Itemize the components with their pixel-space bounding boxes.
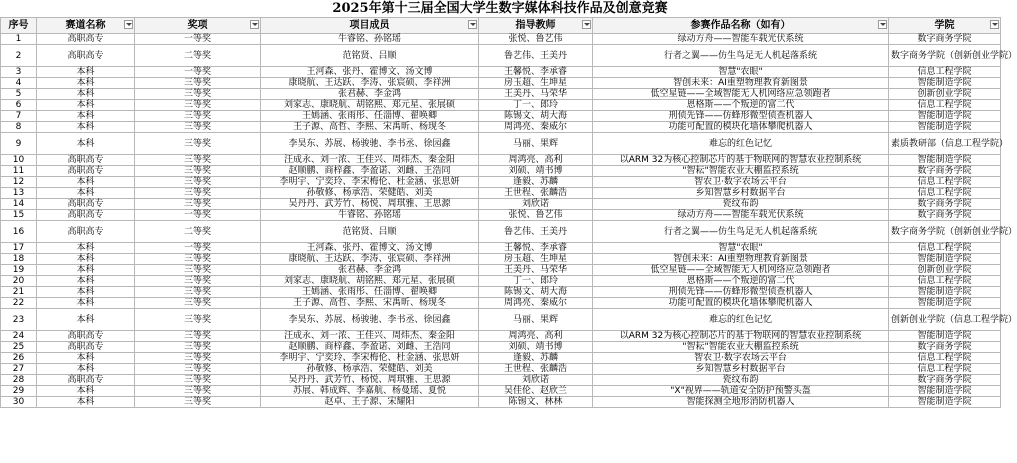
cell-work[interactable]: 刑侦先锋——仿蜂形微型侦查机器人 xyxy=(593,287,889,298)
cell-advisor[interactable]: 周鸿亮、高利 xyxy=(479,155,593,166)
cell-college[interactable]: 数字商务学院 xyxy=(889,375,1001,386)
cell-advisor[interactable]: 王美丹、马荣华 xyxy=(479,265,593,276)
cell-members[interactable]: 王子源、高哲、李熙、宋禹昕、杨现冬 xyxy=(261,122,479,133)
filter-dropdown-icon[interactable] xyxy=(582,20,591,29)
cell-award[interactable]: 三等奖 xyxy=(135,199,261,210)
cell-work[interactable]: 以ARM 32为核心控制芯片的基于物联网的智慧农业控制系统 xyxy=(593,331,889,342)
cell-award[interactable]: 三等奖 xyxy=(135,166,261,177)
cell-advisor[interactable]: 刘硕、靖书博 xyxy=(479,166,593,177)
table-row xyxy=(1,67,1001,78)
cell-advisor[interactable]: 刘欣诺 xyxy=(479,199,593,210)
table-row xyxy=(1,177,1001,188)
table-row xyxy=(1,375,1001,386)
cell-members[interactable]: 范铭贤、吕顺 xyxy=(261,221,479,243)
cell-college[interactable]: 信息工程学院 xyxy=(889,188,1001,199)
header-award: 奖项 xyxy=(135,18,261,34)
cell-members[interactable]: 王嫣涵、张雨彤、任淄博、翟唤卿 xyxy=(261,111,479,122)
sheet-title: 2025年第十三届全国大学生数字媒体科技作品及创意竞赛 xyxy=(0,0,1000,18)
table-row xyxy=(1,298,1001,309)
cell-members[interactable]: 汪成永、刘一浓、王佳兴、周炜杰、秦金阳 xyxy=(261,331,479,342)
cell-track[interactable]: 高职高专 xyxy=(37,199,135,210)
cell-index[interactable]: 9 xyxy=(1,133,37,155)
cell-college[interactable]: 数字商务学院 xyxy=(889,166,1001,177)
cell-advisor[interactable]: 刘欣诺 xyxy=(479,375,593,386)
cell-index[interactable]: 16 xyxy=(1,221,37,243)
cell-work[interactable]: 功能可配置的模块化墙体攀爬机器人 xyxy=(593,122,889,133)
cell-members[interactable]: 李昊东、苏展、杨骏驰、李书丞、徐园鑫 xyxy=(261,133,479,155)
cell-members[interactable]: 刘家志、康晓航、胡铭熙、郑元星、张展硕 xyxy=(261,100,479,111)
cell-advisor[interactable]: 陈锡文、林林 xyxy=(479,397,593,408)
cell-college[interactable]: 创新创业学院 xyxy=(889,265,1001,276)
table-row xyxy=(1,353,1001,364)
filter-dropdown-icon[interactable] xyxy=(250,20,259,29)
cell-work[interactable]: "X"视界——轨道安全防护预警头盔 xyxy=(593,386,889,397)
cell-index[interactable]: 3 xyxy=(1,67,37,78)
cell-members[interactable]: 康晓航、王达跃、李涛、张宸硕、李祥洲 xyxy=(261,254,479,265)
table-row xyxy=(1,188,1001,199)
table-row xyxy=(1,243,1001,254)
cell-work[interactable]: 低空星链——全域智能无人机网络应急领跑者 xyxy=(593,89,889,100)
cell-advisor[interactable]: 逢毅、苏麟 xyxy=(479,177,593,188)
cell-index[interactable]: 20 xyxy=(1,276,37,287)
cell-members[interactable]: 汪成永、刘一浓、王佳兴、周炜杰、秦金阳 xyxy=(261,155,479,166)
cell-track[interactable]: 本科 xyxy=(37,309,135,331)
cell-work[interactable]: 智慧"农眼" xyxy=(593,67,889,78)
cell-college[interactable]: 智能制造学院 xyxy=(889,111,1001,122)
cell-track[interactable]: 本科 xyxy=(37,265,135,276)
cell-work[interactable]: 恩格斯——个叛逆的富二代 xyxy=(593,276,889,287)
cell-award[interactable]: 一等奖 xyxy=(135,67,261,78)
cell-track[interactable]: 高职高专 xyxy=(37,342,135,353)
cell-college[interactable]: 信息工程学院 xyxy=(889,243,1001,254)
cell-members[interactable]: 牛睿铭、孙铭瑶 xyxy=(261,210,479,221)
cell-work[interactable]: 行者之翼——仿生鸟足无人机起落系统 xyxy=(593,45,889,67)
cell-track[interactable]: 高职高专 xyxy=(37,375,135,386)
table-row xyxy=(1,254,1001,265)
cell-index[interactable]: 29 xyxy=(1,386,37,397)
cell-members[interactable]: 张君赫、李金鸿 xyxy=(261,265,479,276)
table-row xyxy=(1,276,1001,287)
cell-award[interactable]: 三等奖 xyxy=(135,265,261,276)
cell-index[interactable]: 2 xyxy=(1,45,37,67)
cell-index[interactable]: 14 xyxy=(1,199,37,210)
cell-members[interactable]: 康晓航、王达跃、李涛、张宸硕、李祥洲 xyxy=(261,78,479,89)
cell-college[interactable]: 智能制造学院 xyxy=(889,386,1001,397)
table-row xyxy=(1,265,1001,276)
cell-award[interactable]: 一等奖 xyxy=(135,210,261,221)
cell-index[interactable]: 7 xyxy=(1,111,37,122)
cell-members[interactable]: 王嫣涵、张雨彤、任淄博、翟唤卿 xyxy=(261,287,479,298)
cell-index[interactable]: 12 xyxy=(1,177,37,188)
cell-work[interactable]: 以ARM 32为核心控制芯片的基于物联网的智慧农业控制系统 xyxy=(593,155,889,166)
cell-index[interactable]: 22 xyxy=(1,298,37,309)
cell-college[interactable]: 素质教研部（信息工程学院） xyxy=(889,133,1001,155)
cell-track[interactable]: 本科 xyxy=(37,188,135,199)
cell-work[interactable]: 乡知智慧乡村数据平台 xyxy=(593,188,889,199)
cell-work[interactable]: 智慧"农眼" xyxy=(593,243,889,254)
cell-college[interactable]: 数字商务学院 xyxy=(889,342,1001,353)
cell-work[interactable]: "智耘"智能农业大棚监控系统 xyxy=(593,342,889,353)
cell-advisor[interactable]: 王世程、张麟浩 xyxy=(479,188,593,199)
cell-track[interactable]: 本科 xyxy=(37,122,135,133)
cell-advisor[interactable]: 吴佳伦、赵欣兰 xyxy=(479,386,593,397)
header-advisor: 指导教师 xyxy=(479,18,593,34)
cell-track[interactable]: 本科 xyxy=(37,298,135,309)
cell-index[interactable]: 5 xyxy=(1,89,37,100)
cell-award[interactable]: 三等奖 xyxy=(135,133,261,155)
filter-dropdown-icon[interactable] xyxy=(990,20,999,29)
filter-dropdown-icon[interactable] xyxy=(878,20,887,29)
cell-college[interactable]: 数字商务学院（创新创业学院） xyxy=(889,221,1001,243)
cell-track[interactable]: 高职高专 xyxy=(37,45,135,67)
cell-award[interactable]: 三等奖 xyxy=(135,298,261,309)
cell-track[interactable]: 本科 xyxy=(37,89,135,100)
cell-work[interactable]: 行者之翼——仿生鸟足无人机起落系统 xyxy=(593,221,889,243)
cell-award[interactable]: 三等奖 xyxy=(135,111,261,122)
table-row xyxy=(1,331,1001,342)
cell-track[interactable]: 本科 xyxy=(37,276,135,287)
cell-members[interactable]: 王河森、张丹、霍博文、汤文博 xyxy=(261,243,479,254)
cell-members[interactable]: 吴丹丹、武芳竹、杨悦、周琪雅、王思源 xyxy=(261,199,479,210)
cell-college[interactable]: 数字商务学院（创新创业学院） xyxy=(889,45,1001,67)
cell-index[interactable]: 25 xyxy=(1,342,37,353)
cell-college[interactable]: 数字商务学院 xyxy=(889,210,1001,221)
table-row xyxy=(1,364,1001,375)
cell-award[interactable]: 三等奖 xyxy=(135,287,261,298)
cell-advisor[interactable]: 丁一、郎玲 xyxy=(479,276,593,287)
cell-index[interactable]: 1 xyxy=(1,34,37,45)
cell-track[interactable]: 本科 xyxy=(37,67,135,78)
cell-work[interactable]: 难忘的红色记忆 xyxy=(593,133,889,155)
cell-award[interactable]: 一等奖 xyxy=(135,243,261,254)
table-row xyxy=(1,155,1001,166)
cell-index[interactable]: 26 xyxy=(1,353,37,364)
cell-track[interactable]: 本科 xyxy=(37,243,135,254)
cell-work[interactable]: 难忘的红色记忆 xyxy=(593,309,889,331)
cell-index[interactable]: 30 xyxy=(1,397,37,408)
cell-members[interactable]: 赵顺鹏、商梓鑫、李盈诺、刘雌、王浩同 xyxy=(261,342,479,353)
cell-index[interactable]: 6 xyxy=(1,100,37,111)
cell-members[interactable]: 赵卓、王子源、宋耀阳 xyxy=(261,397,479,408)
table-row xyxy=(1,199,1001,210)
cell-index[interactable]: 21 xyxy=(1,287,37,298)
cell-college[interactable]: 智能制造学院 xyxy=(889,122,1001,133)
cell-track[interactable]: 本科 xyxy=(37,287,135,298)
table-row xyxy=(1,78,1001,89)
cell-members[interactable]: 赵顺鹏、商梓鑫、李盈诺、刘雌、王浩同 xyxy=(261,166,479,177)
cell-track[interactable]: 本科 xyxy=(37,254,135,265)
cell-work[interactable]: 智农卫·数字农场云平台 xyxy=(593,177,889,188)
table-row xyxy=(1,309,1001,331)
cell-track[interactable]: 本科 xyxy=(37,397,135,408)
cell-track[interactable]: 本科 xyxy=(37,364,135,375)
cell-award[interactable]: 二等奖 xyxy=(135,221,261,243)
cell-index[interactable]: 4 xyxy=(1,78,37,89)
cell-advisor[interactable]: 王馨悦、李承睿 xyxy=(479,67,593,78)
cell-advisor[interactable]: 马丽、果辉 xyxy=(479,133,593,155)
cell-index[interactable]: 24 xyxy=(1,331,37,342)
cell-advisor[interactable]: 张悦、鲁艺伟 xyxy=(479,34,593,45)
cell-members[interactable]: 孙敬修、杨承浩、荣健皓、刘美 xyxy=(261,364,479,375)
table-row xyxy=(1,166,1001,177)
cell-members[interactable]: 刘家志、康晓航、胡铭熙、郑元星、张展硕 xyxy=(261,276,479,287)
cell-advisor[interactable]: 逢毅、苏麟 xyxy=(479,353,593,364)
header-track: 赛道名称 xyxy=(37,18,135,34)
table-row xyxy=(1,34,1001,45)
cell-award[interactable]: 三等奖 xyxy=(135,122,261,133)
cell-college[interactable]: 智能制造学院 xyxy=(889,155,1001,166)
cell-advisor[interactable]: 马丽、果辉 xyxy=(479,309,593,331)
cell-advisor[interactable]: 周鸿亮、秦威尔 xyxy=(479,122,593,133)
cell-track[interactable]: 高职高专 xyxy=(37,221,135,243)
cell-advisor[interactable]: 王馨悦、李承睿 xyxy=(479,243,593,254)
cell-index[interactable]: 28 xyxy=(1,375,37,386)
table-row xyxy=(1,89,1001,100)
cell-track[interactable]: 高职高专 xyxy=(37,34,135,45)
cell-work[interactable]: 智农卫·数字农场云平台 xyxy=(593,353,889,364)
cell-award[interactable]: 三等奖 xyxy=(135,309,261,331)
header-members: 项目成员 xyxy=(261,18,479,34)
filter-dropdown-icon[interactable] xyxy=(468,20,477,29)
cell-college[interactable]: 创新创业学院（信息工程学院） xyxy=(889,309,1001,331)
cell-members[interactable]: 李昊东、苏展、杨骏驰、李书丞、徐园鑫 xyxy=(261,309,479,331)
cell-advisor[interactable]: 陈锡文、胡大海 xyxy=(479,111,593,122)
cell-track[interactable]: 本科 xyxy=(37,100,135,111)
cell-award[interactable]: 三等奖 xyxy=(135,353,261,364)
cell-index[interactable]: 15 xyxy=(1,210,37,221)
cell-college[interactable]: 智能制造学院 xyxy=(889,254,1001,265)
cell-index[interactable]: 27 xyxy=(1,364,37,375)
cell-members[interactable]: 牛睿铭、孙铭瑶 xyxy=(261,34,479,45)
cell-members[interactable]: 李明宇、宁奕玲、李宋梅伦、杜金涵、张思妍 xyxy=(261,177,479,188)
cell-college[interactable]: 信息工程学院 xyxy=(889,276,1001,287)
table-row xyxy=(1,100,1001,111)
table-row xyxy=(1,342,1001,353)
cell-advisor[interactable]: 刘硕、靖书博 xyxy=(479,342,593,353)
cell-index[interactable]: 10 xyxy=(1,155,37,166)
table-row xyxy=(1,287,1001,298)
cell-college[interactable]: 数字商务学院 xyxy=(889,34,1001,45)
cell-award[interactable]: 三等奖 xyxy=(135,364,261,375)
cell-members[interactable]: 吴丹丹、武芳竹、杨悦、周琪雅、王思源 xyxy=(261,375,479,386)
cell-college[interactable]: 智能制造学院 xyxy=(889,331,1001,342)
cell-advisor[interactable]: 王世程、张麟浩 xyxy=(479,364,593,375)
cell-advisor[interactable]: 房玉超、生坤星 xyxy=(479,78,593,89)
cell-track[interactable]: 高职高专 xyxy=(37,166,135,177)
cell-college[interactable]: 信息工程学院 xyxy=(889,364,1001,375)
cell-award[interactable]: 三等奖 xyxy=(135,177,261,188)
cell-award[interactable]: 三等奖 xyxy=(135,100,261,111)
cell-award[interactable]: 一等奖 xyxy=(135,34,261,45)
cell-work[interactable]: 绿动方舟——智能车载光伏系统 xyxy=(593,34,889,45)
cell-award[interactable]: 三等奖 xyxy=(135,397,261,408)
cell-index[interactable]: 8 xyxy=(1,122,37,133)
cell-index[interactable]: 11 xyxy=(1,166,37,177)
cell-college[interactable]: 智能制造学院 xyxy=(889,287,1001,298)
cell-work[interactable]: 绿动方舟——智能车载光伏系统 xyxy=(593,210,889,221)
cell-award[interactable]: 三等奖 xyxy=(135,155,261,166)
cell-work[interactable]: 低空星链——全域智能无人机网络应急领跑者 xyxy=(593,265,889,276)
cell-members[interactable]: 李明宇、宁奕玲、李宋梅伦、杜金涵、张思妍 xyxy=(261,353,479,364)
cell-award[interactable]: 三等奖 xyxy=(135,276,261,287)
cell-advisor[interactable]: 丁一、郎玲 xyxy=(479,100,593,111)
header-row xyxy=(1,18,1001,34)
cell-index[interactable]: 18 xyxy=(1,254,37,265)
cell-index[interactable]: 19 xyxy=(1,265,37,276)
cell-members[interactable]: 张君赫、李金鸿 xyxy=(261,89,479,100)
cell-work[interactable]: 瓷纹布韵 xyxy=(593,375,889,386)
cell-college[interactable]: 创新创业学院 xyxy=(889,89,1001,100)
cell-advisor[interactable]: 张悦、鲁艺伟 xyxy=(479,210,593,221)
table-row xyxy=(1,133,1001,155)
cell-members[interactable]: 王子源、高哲、李熙、宋禹昕、杨现冬 xyxy=(261,298,479,309)
cell-advisor[interactable]: 周鸿亮、高利 xyxy=(479,331,593,342)
table-row xyxy=(1,221,1001,243)
cell-work[interactable]: 乡知智慧乡村数据平台 xyxy=(593,364,889,375)
cell-members[interactable]: 范铭贤、吕顺 xyxy=(261,45,479,67)
cell-award[interactable]: 三等奖 xyxy=(135,188,261,199)
cell-college[interactable]: 信息工程学院 xyxy=(889,177,1001,188)
table-row xyxy=(1,45,1001,67)
cell-track[interactable]: 本科 xyxy=(37,78,135,89)
cell-college[interactable]: 智能制造学院 xyxy=(889,78,1001,89)
cell-work[interactable]: 智创未来：AI重塑物理教育新图景 xyxy=(593,254,889,265)
cell-track[interactable]: 本科 xyxy=(37,111,135,122)
cell-award[interactable]: 三等奖 xyxy=(135,375,261,386)
header-college: 学院 xyxy=(889,18,1001,34)
cell-work[interactable]: 恩格斯——个叛逆的富二代 xyxy=(593,100,889,111)
cell-award[interactable]: 三等奖 xyxy=(135,386,261,397)
cell-track[interactable]: 本科 xyxy=(37,133,135,155)
cell-college[interactable]: 信息工程学院 xyxy=(889,67,1001,78)
cell-college[interactable]: 智能制造学院 xyxy=(889,298,1001,309)
cell-advisor[interactable]: 周鸿亮、秦威尔 xyxy=(479,298,593,309)
cell-members[interactable]: 苏展、韩成辉、李嘉航、杨曼瑶、夏悦 xyxy=(261,386,479,397)
cell-track[interactable]: 高职高专 xyxy=(37,210,135,221)
cell-advisor[interactable]: 陈锡文、胡大海 xyxy=(479,287,593,298)
table-row xyxy=(1,122,1001,133)
cell-track[interactable]: 本科 xyxy=(37,386,135,397)
filter-dropdown-icon[interactable] xyxy=(124,20,133,29)
cell-track[interactable]: 本科 xyxy=(37,353,135,364)
cell-work[interactable]: "智耘"智能农业大棚监控系统 xyxy=(593,166,889,177)
cell-index[interactable]: 23 xyxy=(1,309,37,331)
cell-index[interactable]: 13 xyxy=(1,188,37,199)
cell-award[interactable]: 三等奖 xyxy=(135,254,261,265)
cell-members[interactable]: 孙敬修、杨承浩、荣健皓、刘美 xyxy=(261,188,479,199)
cell-advisor[interactable]: 鲁艺伟、王美丹 xyxy=(479,45,593,67)
cell-work[interactable]: 智能探测全地形消防机器人 xyxy=(593,397,889,408)
cell-work[interactable]: 智创未来：AI重塑物理教育新图景 xyxy=(593,78,889,89)
cell-work[interactable]: 刑侦先锋——仿蜂形微型侦查机器人 xyxy=(593,111,889,122)
cell-award[interactable]: 三等奖 xyxy=(135,342,261,353)
table-row xyxy=(1,397,1001,408)
table-row xyxy=(1,386,1001,397)
cell-college[interactable]: 信息工程学院 xyxy=(889,353,1001,364)
cell-track[interactable]: 本科 xyxy=(37,177,135,188)
cell-award[interactable]: 三等奖 xyxy=(135,78,261,89)
cell-members[interactable]: 王河森、张丹、霍博文、汤文博 xyxy=(261,67,479,78)
cell-advisor[interactable]: 鲁艺伟、王美丹 xyxy=(479,221,593,243)
header-work: 参赛作品名称（如有） xyxy=(593,18,889,34)
table-row xyxy=(1,111,1001,122)
cell-college[interactable]: 智能制造学院 xyxy=(889,397,1001,408)
cell-award[interactable]: 三等奖 xyxy=(135,89,261,100)
cell-work[interactable]: 功能可配置的模块化墙体攀爬机器人 xyxy=(593,298,889,309)
table-row xyxy=(1,210,1001,221)
cell-college[interactable]: 数字商务学院 xyxy=(889,199,1001,210)
cell-advisor[interactable]: 王美丹、马荣华 xyxy=(479,89,593,100)
results-table xyxy=(0,17,1017,408)
header-index: 序号 xyxy=(1,18,37,34)
cell-work[interactable]: 瓷纹布韵 xyxy=(593,199,889,210)
cell-award[interactable]: 二等奖 xyxy=(135,45,261,67)
cell-award[interactable]: 三等奖 xyxy=(135,331,261,342)
cell-index[interactable]: 17 xyxy=(1,243,37,254)
cell-advisor[interactable]: 房玉超、生坤星 xyxy=(479,254,593,265)
cell-track[interactable]: 高职高专 xyxy=(37,155,135,166)
cell-track[interactable]: 高职高专 xyxy=(37,331,135,342)
cell-college[interactable]: 信息工程学院 xyxy=(889,100,1001,111)
